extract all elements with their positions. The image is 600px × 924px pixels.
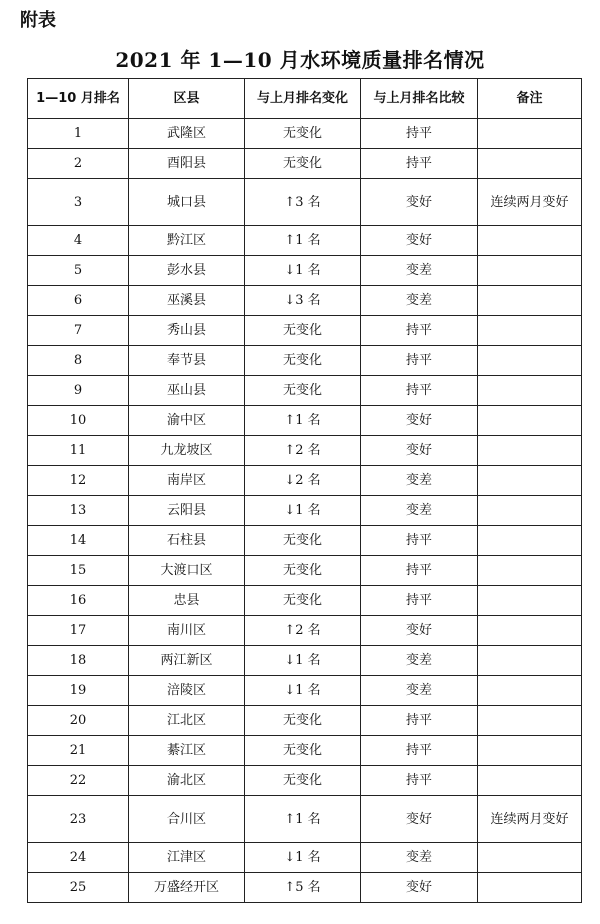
change-cell: ↑1 名	[245, 406, 361, 436]
change-cell: ↑2 名	[245, 436, 361, 466]
note-cell: 连续两月变好	[478, 179, 582, 226]
district-cell: 渝北区	[129, 766, 245, 796]
table-row	[28, 646, 582, 676]
district-cell: 酉阳县	[129, 149, 245, 179]
change-cell: 无变化	[245, 706, 361, 736]
district-cell: 两江新区	[129, 646, 245, 676]
compare-cell: 变好	[361, 226, 478, 256]
rank-cell: 6	[28, 286, 129, 316]
table-row	[28, 346, 582, 376]
note-cell	[478, 496, 582, 526]
note-cell	[478, 316, 582, 346]
change-cell: ↑1 名	[245, 226, 361, 256]
rank-cell: 24	[28, 843, 129, 873]
district-cell: 江津区	[129, 843, 245, 873]
rank-cell: 20	[28, 706, 129, 736]
compare-cell: 持平	[361, 149, 478, 179]
table-row	[28, 556, 582, 586]
change-cell: 无变化	[245, 736, 361, 766]
district-cell: 城口县	[129, 179, 245, 226]
table-row	[28, 316, 582, 346]
rank-cell: 16	[28, 586, 129, 616]
compare-cell: 变好	[361, 436, 478, 466]
change-cell: ↓1 名	[245, 256, 361, 286]
note-cell	[478, 873, 582, 903]
district-cell: 巫山县	[129, 376, 245, 406]
header-district: 区县	[129, 79, 245, 119]
change-cell: 无变化	[245, 526, 361, 556]
rank-cell: 9	[28, 376, 129, 406]
change-cell: ↓1 名	[245, 646, 361, 676]
rank-cell: 7	[28, 316, 129, 346]
note-cell	[478, 119, 582, 149]
page-title: 2021 年 1—10 月水环境质量排名情况	[115, 48, 485, 72]
table-row	[28, 179, 582, 226]
rank-cell: 14	[28, 526, 129, 556]
district-cell: 忠县	[129, 586, 245, 616]
note-cell	[478, 706, 582, 736]
compare-cell: 持平	[361, 526, 478, 556]
change-cell: ↓3 名	[245, 286, 361, 316]
compare-cell: 变差	[361, 843, 478, 873]
rank-cell: 19	[28, 676, 129, 706]
table-row	[28, 436, 582, 466]
table-header-row	[28, 79, 582, 119]
change-cell: 无变化	[245, 119, 361, 149]
compare-cell: 持平	[361, 556, 478, 586]
rank-cell: 2	[28, 149, 129, 179]
compare-cell: 变差	[361, 496, 478, 526]
compare-cell: 变差	[361, 286, 478, 316]
note-cell	[478, 736, 582, 766]
note-cell	[478, 286, 582, 316]
rank-cell: 11	[28, 436, 129, 466]
change-cell: ↑5 名	[245, 873, 361, 903]
compare-cell: 变好	[361, 616, 478, 646]
district-cell: 渝中区	[129, 406, 245, 436]
table-row	[28, 226, 582, 256]
district-cell: 武隆区	[129, 119, 245, 149]
change-cell: 无变化	[245, 766, 361, 796]
district-cell: 九龙坡区	[129, 436, 245, 466]
note-cell	[478, 676, 582, 706]
compare-cell: 持平	[361, 376, 478, 406]
district-cell: 巫溪县	[129, 286, 245, 316]
rank-cell: 1	[28, 119, 129, 149]
change-cell: 无变化	[245, 586, 361, 616]
compare-cell: 持平	[361, 316, 478, 346]
district-cell: 合川区	[129, 796, 245, 843]
compare-cell: 变差	[361, 676, 478, 706]
compare-cell: 持平	[361, 766, 478, 796]
header-rank: 1—10 月排名	[28, 79, 129, 119]
note-cell	[478, 226, 582, 256]
district-cell: 涪陵区	[129, 676, 245, 706]
table-row	[28, 376, 582, 406]
rank-cell: 22	[28, 766, 129, 796]
change-cell: 无变化	[245, 316, 361, 346]
compare-cell: 变好	[361, 873, 478, 903]
compare-cell: 变差	[361, 256, 478, 286]
appendix-label: 附表	[20, 10, 56, 31]
compare-cell: 持平	[361, 706, 478, 736]
table-row	[28, 406, 582, 436]
table-row	[28, 526, 582, 556]
change-cell: 无变化	[245, 346, 361, 376]
table-row	[28, 616, 582, 646]
change-cell: ↑2 名	[245, 616, 361, 646]
rank-cell: 21	[28, 736, 129, 766]
note-cell	[478, 766, 582, 796]
note-cell	[478, 586, 582, 616]
note-cell: 连续两月变好	[478, 796, 582, 843]
district-cell: 秀山县	[129, 316, 245, 346]
change-cell: ↑1 名	[245, 796, 361, 843]
rank-cell: 5	[28, 256, 129, 286]
district-cell: 南岸区	[129, 466, 245, 496]
note-cell	[478, 843, 582, 873]
rank-cell: 25	[28, 873, 129, 903]
rank-cell: 18	[28, 646, 129, 676]
table-row	[28, 119, 582, 149]
note-cell	[478, 436, 582, 466]
district-cell: 綦江区	[129, 736, 245, 766]
table-row	[28, 873, 582, 903]
district-cell: 彭水县	[129, 256, 245, 286]
table-row	[28, 736, 582, 766]
note-cell	[478, 376, 582, 406]
rank-cell: 23	[28, 796, 129, 843]
note-cell	[478, 149, 582, 179]
note-cell	[478, 556, 582, 586]
header-compare: 与上月排名比较	[361, 79, 478, 119]
rank-cell: 15	[28, 556, 129, 586]
district-cell: 江北区	[129, 706, 245, 736]
note-cell	[478, 616, 582, 646]
rank-cell: 13	[28, 496, 129, 526]
note-cell	[478, 406, 582, 436]
note-cell	[478, 346, 582, 376]
compare-cell: 变差	[361, 646, 478, 676]
note-cell	[478, 466, 582, 496]
compare-cell: 变好	[361, 796, 478, 843]
change-cell: ↑3 名	[245, 179, 361, 226]
header-note: 备注	[478, 79, 582, 119]
district-cell: 奉节县	[129, 346, 245, 376]
table-row	[28, 843, 582, 873]
rank-cell: 4	[28, 226, 129, 256]
table-row	[28, 256, 582, 286]
compare-cell: 变差	[361, 466, 478, 496]
compare-cell: 持平	[361, 586, 478, 616]
table-row	[28, 286, 582, 316]
compare-cell: 持平	[361, 736, 478, 766]
table-row	[28, 466, 582, 496]
district-cell: 云阳县	[129, 496, 245, 526]
change-cell: 无变化	[245, 376, 361, 406]
rank-cell: 10	[28, 406, 129, 436]
compare-cell: 变好	[361, 406, 478, 436]
rank-cell: 3	[28, 179, 129, 226]
change-cell: ↓2 名	[245, 466, 361, 496]
rank-cell: 8	[28, 346, 129, 376]
note-cell	[478, 256, 582, 286]
ranking-table	[27, 78, 582, 903]
compare-cell: 变好	[361, 179, 478, 226]
header-change: 与上月排名变化	[245, 79, 361, 119]
change-cell: ↓1 名	[245, 843, 361, 873]
district-cell: 大渡口区	[129, 556, 245, 586]
note-cell	[478, 526, 582, 556]
compare-cell: 持平	[361, 346, 478, 376]
table-row	[28, 766, 582, 796]
district-cell: 石柱县	[129, 526, 245, 556]
table-row	[28, 676, 582, 706]
change-cell: 无变化	[245, 149, 361, 179]
change-cell: ↓1 名	[245, 676, 361, 706]
table-row	[28, 796, 582, 843]
table-row	[28, 586, 582, 616]
rank-cell: 12	[28, 466, 129, 496]
rank-cell: 17	[28, 616, 129, 646]
table-row	[28, 706, 582, 736]
note-cell	[478, 646, 582, 676]
district-cell: 万盛经开区	[129, 873, 245, 903]
district-cell: 南川区	[129, 616, 245, 646]
district-cell: 黔江区	[129, 226, 245, 256]
compare-cell: 持平	[361, 119, 478, 149]
change-cell: 无变化	[245, 556, 361, 586]
change-cell: ↓1 名	[245, 496, 361, 526]
table-row	[28, 149, 582, 179]
table-row	[28, 496, 582, 526]
